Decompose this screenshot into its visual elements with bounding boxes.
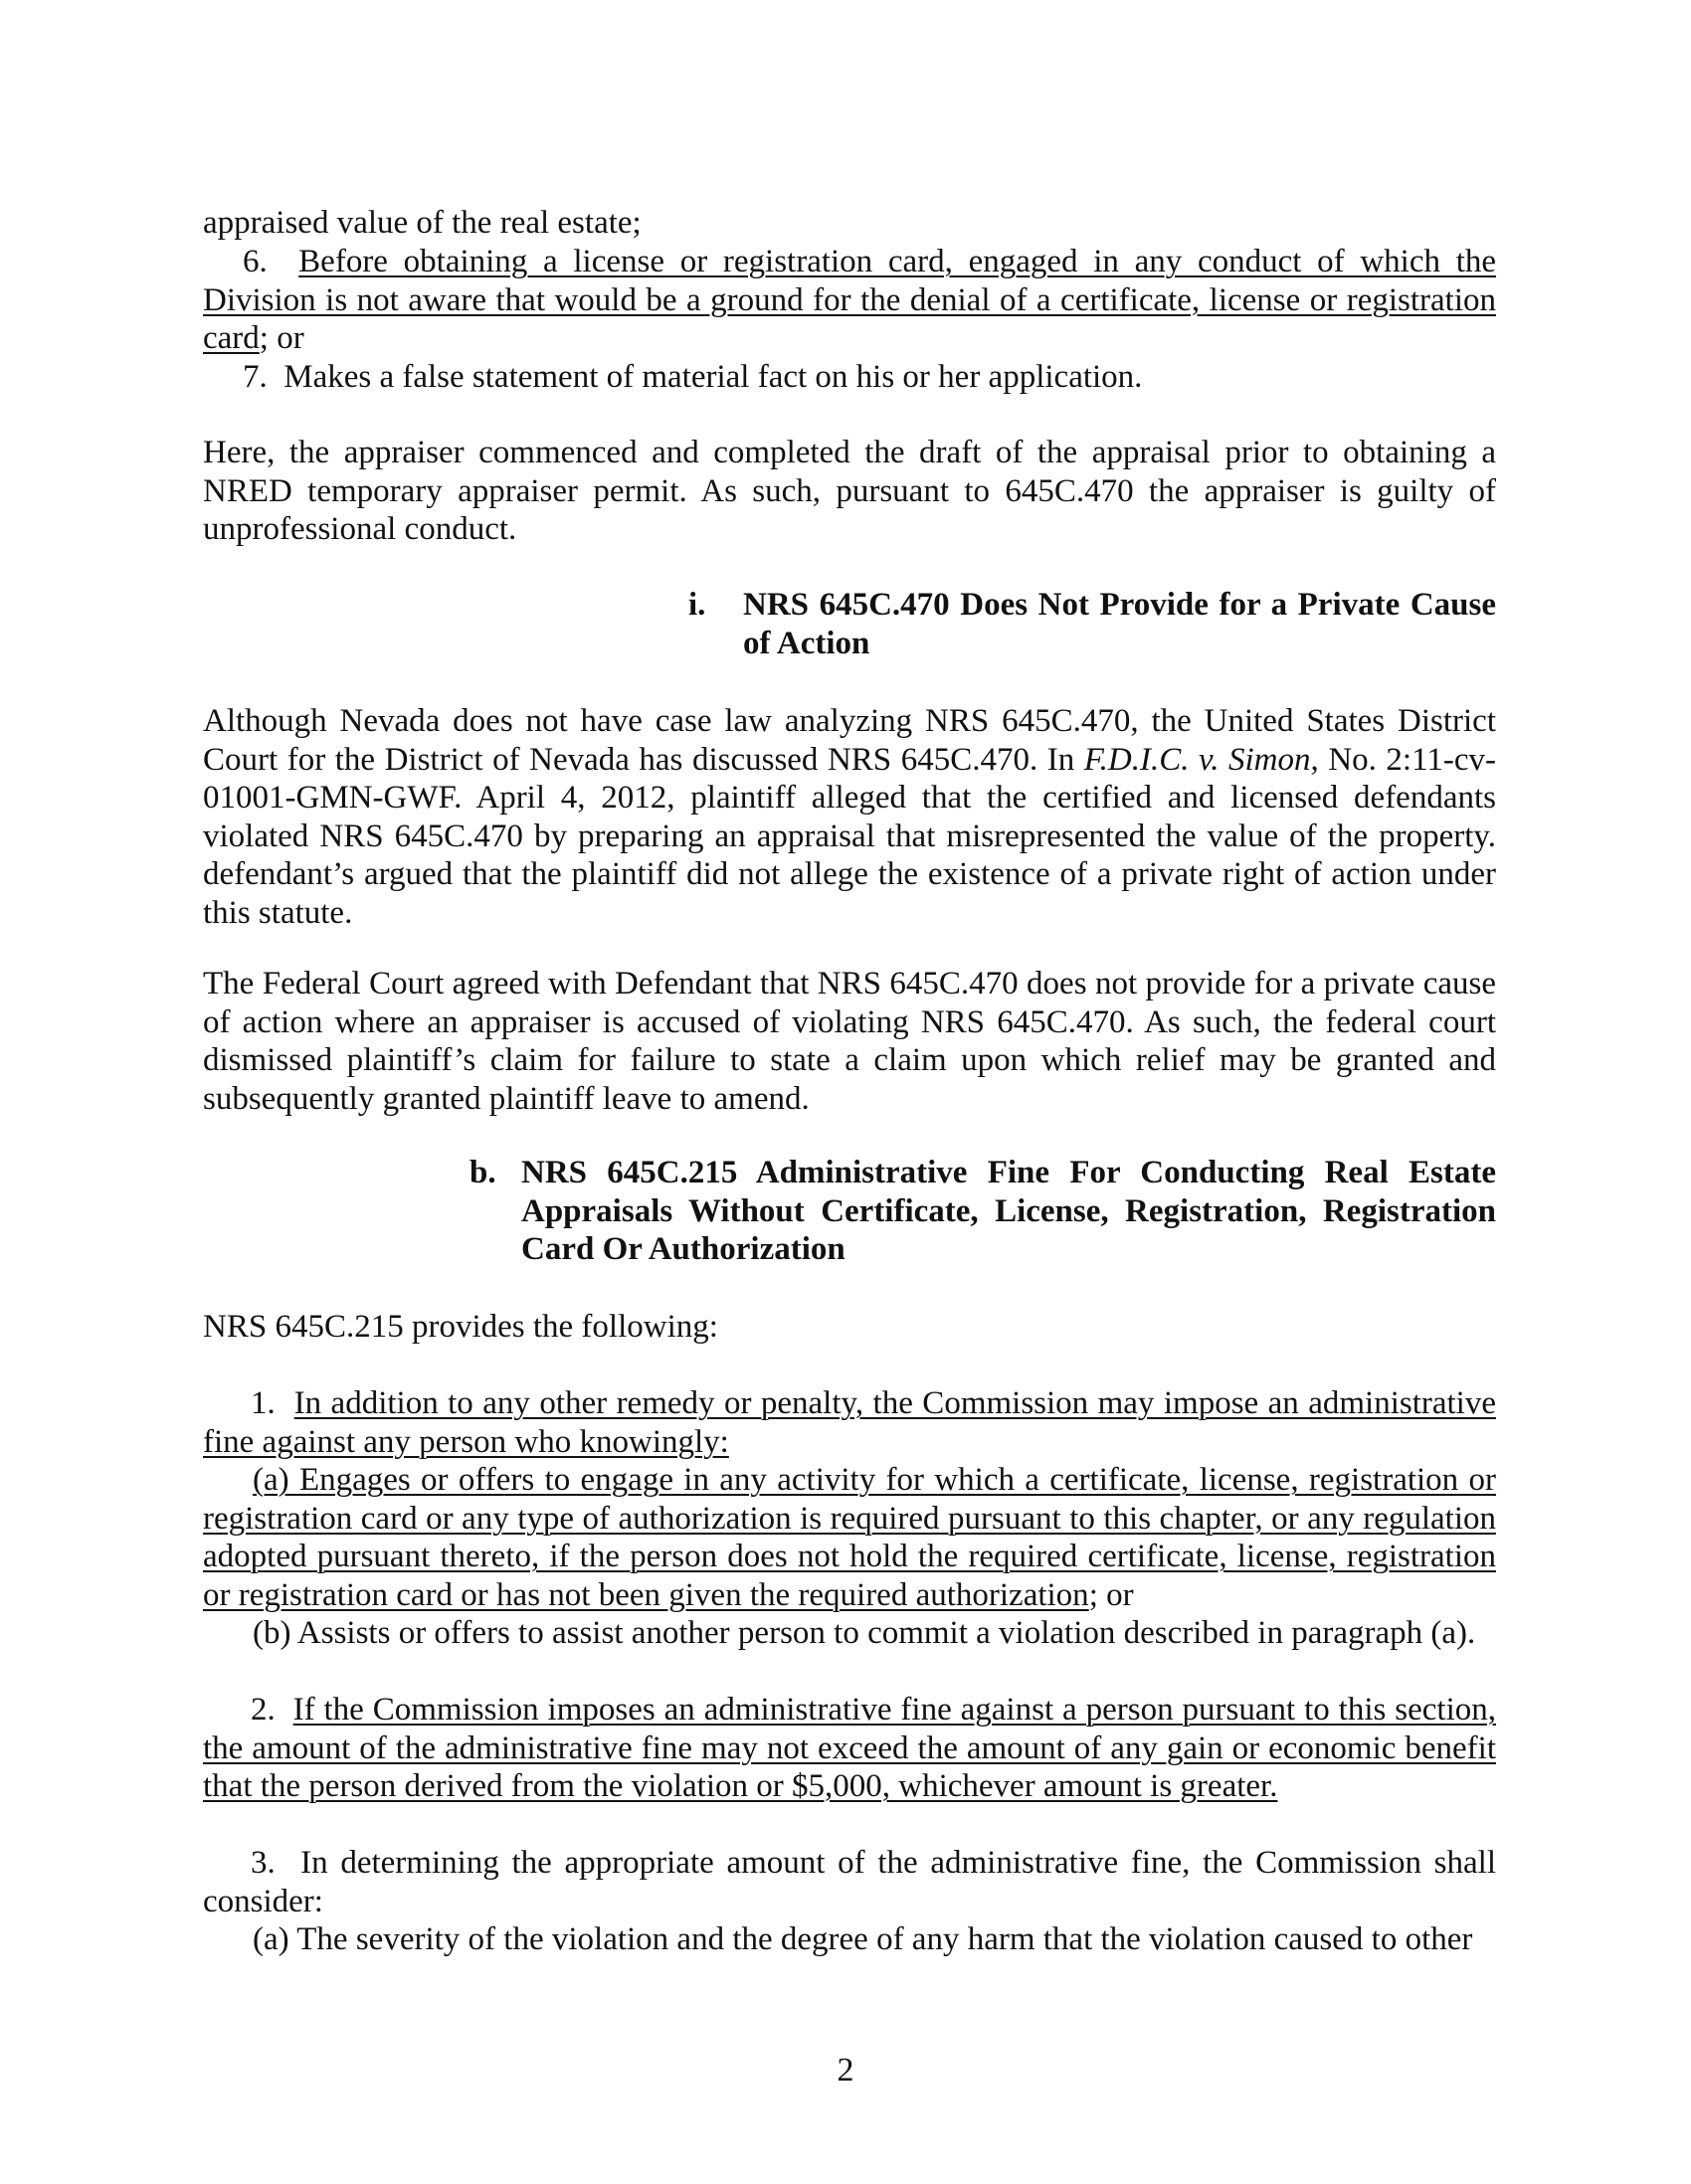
- heading-b: [470, 1154, 1496, 1269]
- quote-1-number: 1.: [251, 1385, 276, 1421]
- quote-item-3a: [203, 1920, 1496, 1959]
- quote-1-underlined-text: In addition to any other remedy or penalty, the Commission may impose an administrative fine against any person who knowingly:: [203, 1385, 1496, 1460]
- quote-2-number: 2.: [251, 1692, 276, 1728]
- paragraph-nrs-645c215-intro: [203, 1308, 1496, 1347]
- quote-3-number: 3.: [251, 1845, 276, 1881]
- here-text: Here, the appraiser commenced and completed the draft of the appraisal prior to obtaining a NRED temporary appraiser permit. As such, pursuant to 645C.470 the appraiser is guilty of unprofessional conduct.: [203, 435, 1496, 547]
- quote-item-3: [203, 1844, 1496, 1920]
- item-6-tail: ; or: [259, 320, 304, 356]
- item-7-number: 7.: [243, 359, 268, 395]
- heading-b-marker: b.: [470, 1155, 496, 1190]
- heading-i: [688, 586, 1496, 662]
- quote-item-2: [203, 1691, 1496, 1806]
- item-6-number: 6.: [243, 244, 268, 279]
- quote-item-1b: [203, 1614, 1496, 1653]
- paragraph-continuation: [203, 204, 1496, 243]
- heading-i-marker: i.: [688, 587, 706, 623]
- quote-item-1: [203, 1384, 1496, 1461]
- heading-i-text: NRS 645C.470 Does Not Provide for a Private Cause of Action: [743, 587, 1496, 661]
- quote-2-underlined-text: If the Commission imposes an administrative fine against a person pursuant to this section, the amount of the administrative fine may not exceed the amount of any gain or economic benefit that the person derived from the violation or $5,000, whichever amount is greater.: [203, 1692, 1497, 1804]
- paragraph-federal-court: [203, 965, 1496, 1118]
- continuation-text: appraised value of the real estate;: [203, 205, 642, 241]
- paragraph-although: [203, 702, 1496, 932]
- heading-b-text: NRS 645C.215 Administrative Fine For Conducting Real Estate Appraisals Without Certificate, License, Registration, Registration Card Or Authorization: [521, 1155, 1496, 1267]
- page-number: 2: [837, 2052, 854, 2089]
- list-item-6: [203, 243, 1496, 358]
- quote-1a-tail: ; or: [1088, 1576, 1134, 1613]
- case-name-fdic-v-simon: F.D.I.C. v. Simon: [1083, 741, 1311, 778]
- although-text-1: Although Nevada does not have case law analyzing NRS 645C.470, the United States District Court for the District of Nevada has discussed NRS 645C.470. In: [203, 703, 1496, 778]
- nrs-645c215-intro-text: NRS 645C.215 provides the following:: [203, 1309, 718, 1345]
- item-6-underlined-text: Before obtaining a license or registration card, engaged in any conduct of which the Division is not aware that would be a ground for the denial of a certificate, license or registration card: [203, 244, 1497, 356]
- quote-3a-text: (a) The severity of the violation and the degree of any harm that the violation caused to other: [253, 1921, 1473, 1957]
- quote-item-1a: [203, 1461, 1496, 1614]
- list-item-7: [203, 358, 1496, 397]
- federal-court-text: The Federal Court agreed with Defendant that NRS 645C.470 does not provide for a private cause of action where an appraiser is accused of violating NRS 645C.470. As such, the federal court dismissed plaintiff’s claim for failure to state a claim upon which relief may be granted and subsequently granted plaintiff leave to amend.: [203, 966, 1496, 1117]
- item-7-text: Makes a false statement of material fact on his or her application.: [283, 359, 1143, 395]
- paragraph-here: [203, 434, 1496, 549]
- although-text-2: , No. 2:11-cv-01001-GMN-GWF. April 4, 2012, plaintiff alleged that the certified and licensed defendants violated NRS 645C.470 by preparing an appraisal that misrepresented the value of the property. defendant’s argued that the plaintiff did not allege the existence of a private right of action under this statute.: [203, 741, 1497, 931]
- quote-1a-underlined-text: (a) Engages or offers to engage in any activity for which a certificate, license, registration or registration card or any type of authorization is required pursuant to this chapter, or any regulation adopted pursuant thereto, if the person does not hold the required certificate, license, registration or registration card or has not been given the required authorization: [203, 1462, 1496, 1613]
- quote-1b-text: (b) Assists or offers to assist another person to commit a violation described in paragraph (a).: [253, 1615, 1476, 1651]
- quote-3-text: In determining the appropriate amount of the administrative fine, the Commission shall consider:: [203, 1845, 1497, 1919]
